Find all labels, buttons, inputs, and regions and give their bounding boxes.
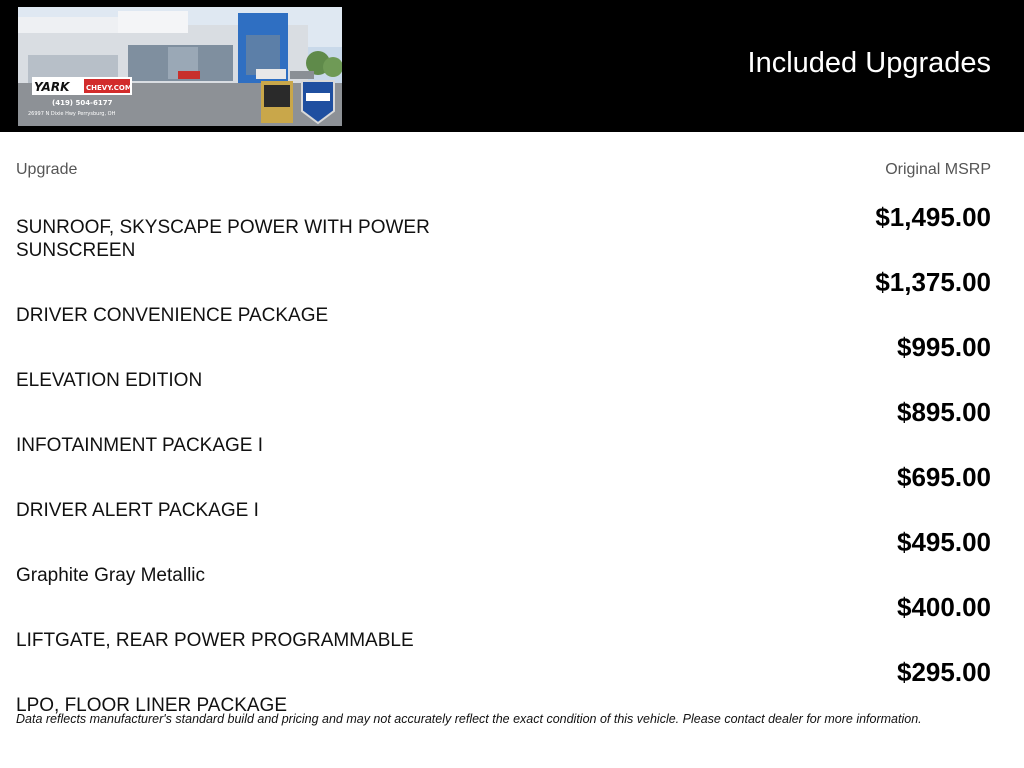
- upgrade-name: DRIVER ALERT PACKAGE I: [16, 500, 259, 521]
- upgrade-price: $895.00: [897, 397, 991, 427]
- upgrade-price: $995.00: [897, 332, 991, 362]
- list-item: [16, 397, 991, 457]
- upgrade-name: DRIVER CONVENIENCE PACKAGE: [16, 305, 329, 326]
- dealer-photo: [18, 7, 342, 126]
- disclaimer-text: Data reflects manufacturer's standard build and pricing and may not accurately reflect the exact condition of this vehicle. Please contact dealer for more information.: [16, 712, 922, 726]
- upgrade-price: $400.00: [897, 592, 991, 622]
- list-item: [16, 592, 991, 652]
- list-item: [16, 462, 991, 522]
- page-title: Included Upgrades: [747, 47, 991, 79]
- list-item: [16, 657, 991, 717]
- header-bar: [0, 0, 1024, 132]
- list-item: [16, 202, 991, 262]
- list-item: [16, 332, 991, 392]
- dealer-address: 26997 N Dixie Hwy Perrysburg, OH: [28, 111, 116, 117]
- upgrade-price: $1,495.00: [875, 202, 991, 232]
- upgrade-name: Graphite Gray Metallic: [16, 565, 206, 586]
- upgrade-price: $1,375.00: [875, 267, 991, 297]
- column-header-msrp: Original MSRP: [885, 161, 991, 178]
- logo-domain: CHEVY.COM: [86, 84, 132, 92]
- upgrade-name: INFOTAINMENT PACKAGE I: [16, 435, 264, 456]
- upgrade-price: $695.00: [897, 462, 991, 492]
- upgrade-name: ELEVATION EDITION: [16, 370, 203, 391]
- upgrade-name: LIFTGATE, REAR POWER PROGRAMMABLE: [16, 630, 414, 651]
- dealer-phone: (419) 504-6177: [52, 99, 113, 107]
- list-item: [16, 527, 991, 587]
- upgrade-price: $295.00: [897, 657, 991, 687]
- upgrade-name: SUNROOF, SKYSCAPE POWER WITH POWER SUNSCREEN: [16, 217, 430, 261]
- dealership-image: [18, 7, 342, 126]
- upgrade-price: $495.00: [897, 527, 991, 557]
- list-item: [16, 267, 991, 327]
- logo-text: YARK: [34, 80, 70, 94]
- upgrade-name: LPO, FLOOR LINER PACKAGE: [16, 695, 288, 716]
- column-header-upgrade: Upgrade: [16, 161, 78, 178]
